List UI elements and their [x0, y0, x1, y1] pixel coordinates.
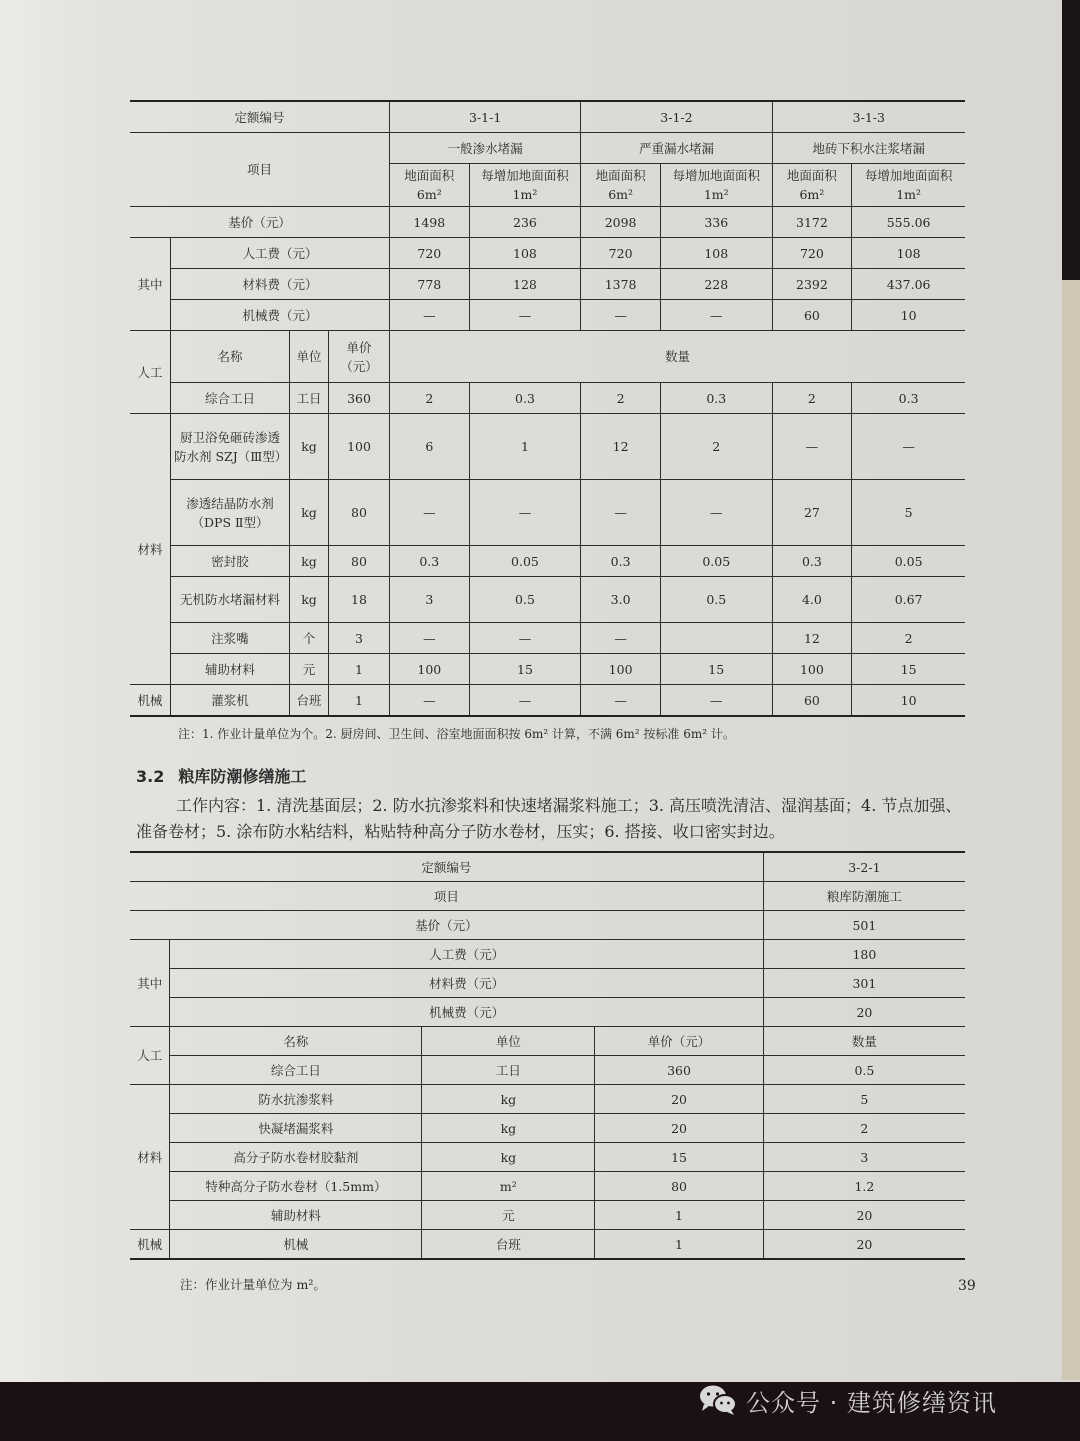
qty-cell: 3: [390, 577, 470, 623]
section-number: 3.2: [136, 767, 165, 786]
value-cell: 236: [469, 207, 581, 238]
item-name: 地砖下积水注浆堵漏: [772, 133, 965, 164]
resource-unit: 元: [290, 654, 329, 685]
resource-name: 特种高分子防水卷材（1.5mm）: [170, 1172, 422, 1201]
table-row: [130, 269, 965, 300]
value-cell: 10: [852, 300, 965, 331]
qty-cell: 3: [763, 1143, 965, 1172]
qty-cell: 0.67: [852, 577, 965, 623]
table2-note: 注：作业计量单位为 m²。: [180, 1277, 326, 1292]
resource-price: 80: [329, 480, 390, 546]
table-row: [130, 414, 965, 480]
col-price: 单价（元）: [595, 1027, 764, 1056]
col-unit: 单位: [422, 1027, 595, 1056]
table-row: [130, 101, 965, 133]
qty-cell: [660, 623, 772, 654]
value-cell: —: [660, 300, 772, 331]
qty-cell: 2: [852, 623, 965, 654]
resource-name: 机械: [170, 1230, 422, 1260]
work-content: 工作内容：1. 清洗基面层；2. 防水抗渗浆料和快速堵漏浆料施工；3. 高压喷洗清洁、湿润基面；4. 节点加强、准备卷材；5. 涂布防水粘结料，粘贴特种高分子防水卷材，压实；6. 搭接、收口密实封边。: [136, 796, 962, 841]
wechat-icon: [698, 1384, 738, 1416]
resource-unit: kg: [290, 480, 329, 546]
watermark-text: 公众号 · 建筑修缮资讯: [746, 1388, 997, 1417]
col-price: 单价（元）: [329, 331, 390, 383]
machine-cost-label: 机械费（元）: [171, 300, 390, 331]
table-row: [130, 383, 965, 414]
table-row: [130, 331, 965, 383]
resource-name: 辅助材料: [170, 1201, 422, 1230]
qty-cell: 2: [660, 414, 772, 480]
table-row: [130, 300, 965, 331]
resource-unit: kg: [290, 414, 329, 480]
resource-unit: m²: [422, 1172, 595, 1201]
qty-cell: 2: [390, 383, 470, 414]
qty-cell: 100: [390, 654, 470, 685]
sub-header: 每增加地面面积 1m²: [469, 164, 581, 207]
resource-name: 辅助材料: [171, 654, 290, 685]
qty-cell: 0.3: [469, 383, 581, 414]
resource-name: 综合工日: [170, 1056, 422, 1085]
value-cell: 555.06: [852, 207, 965, 238]
qty-cell: 0.05: [852, 546, 965, 577]
table-row: [130, 1172, 965, 1201]
qty-cell: 100: [581, 654, 661, 685]
resource-price: 80: [329, 546, 390, 577]
material-cost-label: 材料费（元）: [171, 269, 390, 300]
col-unit: 单位: [290, 331, 329, 383]
qty-cell: 15: [660, 654, 772, 685]
table-row: [130, 1027, 965, 1056]
qty-cell: 1: [469, 414, 581, 480]
resource-unit: kg: [422, 1114, 595, 1143]
value-cell: —: [390, 300, 470, 331]
value-cell: 2392: [772, 269, 852, 300]
resource-name: 渗透结晶防水剂（DPS Ⅱ型）: [171, 480, 290, 546]
value-cell: 437.06: [852, 269, 965, 300]
qty-cell: 100: [772, 654, 852, 685]
group-machine: 机械: [130, 685, 171, 717]
value-cell: 1498: [390, 207, 470, 238]
quota-table-3-1: [130, 100, 965, 717]
qty-cell: —: [469, 480, 581, 546]
qty-cell: 20: [763, 1201, 965, 1230]
resource-name: 厨卫浴免砸砖渗透防水剂 SZJ（Ⅲ型）: [171, 414, 290, 480]
value-cell: 128: [469, 269, 581, 300]
resource-unit: 台班: [290, 685, 329, 717]
table-row: [130, 940, 965, 969]
qty-cell: —: [660, 685, 772, 717]
table-row: [130, 238, 965, 269]
qty-cell: 2: [763, 1114, 965, 1143]
resource-price: 1: [329, 685, 390, 717]
col-name: 名称: [171, 331, 290, 383]
table-row: [130, 1230, 965, 1260]
value-cell: —: [469, 300, 581, 331]
qty-cell: 20: [763, 1230, 965, 1260]
group-labor: 人工: [130, 1027, 170, 1085]
resource-unit: kg: [422, 1143, 595, 1172]
item-label: 项目: [130, 882, 763, 911]
value-cell: 108: [852, 238, 965, 269]
background-edge: [1062, 0, 1080, 280]
item-name: 一般渗水堵漏: [390, 133, 581, 164]
resource-price: 360: [329, 383, 390, 414]
qty-cell: 5: [852, 480, 965, 546]
table-row: [130, 969, 965, 998]
table-row: [130, 685, 965, 717]
resource-name: 灌浆机: [171, 685, 290, 717]
base-price-value: 501: [763, 911, 965, 940]
labor-cost-value: 180: [763, 940, 965, 969]
machine-cost-value: 20: [763, 998, 965, 1027]
resource-price: 100: [329, 414, 390, 480]
resource-unit: 个: [290, 623, 329, 654]
value-cell: 720: [581, 238, 661, 269]
qty-cell: —: [390, 685, 470, 717]
section-heading: [136, 764, 965, 787]
qty-cell: 0.3: [852, 383, 965, 414]
qty-cell: —: [469, 685, 581, 717]
qty-cell: —: [660, 480, 772, 546]
value-cell: 336: [660, 207, 772, 238]
qty-cell: 0.3: [660, 383, 772, 414]
qty-cell: 0.5: [660, 577, 772, 623]
code-value: 3-2-1: [763, 852, 965, 882]
watermark: [698, 1380, 997, 1420]
code-3-1-1: 3-1-1: [390, 101, 581, 133]
group-material: 材料: [130, 414, 171, 685]
resource-price: 1: [329, 654, 390, 685]
value-cell: 2098: [581, 207, 661, 238]
sub-header: 每增加地面面积 1m²: [660, 164, 772, 207]
resource-price: 360: [595, 1056, 764, 1085]
material-cost-value: 301: [763, 969, 965, 998]
resource-name: 防水抗渗浆料: [170, 1085, 422, 1114]
among-label: 其中: [130, 238, 171, 331]
table-row: [130, 1201, 965, 1230]
qty-cell: —: [852, 414, 965, 480]
qty-cell: —: [581, 480, 661, 546]
resource-unit: kg: [290, 546, 329, 577]
qty-cell: 60: [772, 685, 852, 717]
base-price-label: 基价（元）: [130, 911, 763, 940]
qty-cell: —: [581, 623, 661, 654]
qty-cell: 1.2: [763, 1172, 965, 1201]
item-name: 严重漏水堵漏: [581, 133, 772, 164]
resource-name: 高分子防水卷材胶黏剂: [170, 1143, 422, 1172]
book-edge: [1062, 280, 1080, 1380]
col-qty: 数量: [763, 1027, 965, 1056]
qty-cell: —: [581, 685, 661, 717]
qty-cell: 0.5: [763, 1056, 965, 1085]
group-machine: 机械: [130, 1230, 170, 1260]
resource-unit: kg: [422, 1085, 595, 1114]
code-3-1-2: 3-1-2: [581, 101, 772, 133]
machine-cost-label: 机械费（元）: [170, 998, 763, 1027]
table1-note: 注：1. 作业计量单位为个。2. 厨房间、卫生间、浴室地面面积按 6m² 计算，不满 6m² 按标准 6m² 计。: [178, 727, 735, 741]
qty-cell: —: [469, 623, 581, 654]
value-cell: 108: [660, 238, 772, 269]
qty-cell: 0.3: [390, 546, 470, 577]
resource-name: 综合工日: [171, 383, 290, 414]
qty-cell: 5: [763, 1085, 965, 1114]
resource-price: 20: [595, 1114, 764, 1143]
table-row: [130, 654, 965, 685]
qty-cell: 2: [581, 383, 661, 414]
qty-cell: 6: [390, 414, 470, 480]
value-cell: 60: [772, 300, 852, 331]
value-cell: —: [581, 300, 661, 331]
table-row: [130, 882, 965, 911]
resource-price: 18: [329, 577, 390, 623]
table-row: [130, 207, 965, 238]
page-number: 39: [958, 1278, 976, 1294]
qty-cell: —: [390, 480, 470, 546]
qty-cell: —: [390, 623, 470, 654]
table-row: [130, 1056, 965, 1085]
resource-name: 注浆嘴: [171, 623, 290, 654]
value-cell: 720: [390, 238, 470, 269]
qty-cell: 2: [772, 383, 852, 414]
resource-unit: 工日: [422, 1056, 595, 1085]
qty-cell: 0.05: [469, 546, 581, 577]
material-cost-label: 材料费（元）: [170, 969, 763, 998]
quota-table-3-2: [130, 851, 965, 1260]
table-row: [130, 1143, 965, 1172]
sub-header: 地面面积 6m²: [772, 164, 852, 207]
table-row: [130, 852, 965, 882]
resource-unit: 工日: [290, 383, 329, 414]
value-cell: 778: [390, 269, 470, 300]
resource-name: 快凝堵漏浆料: [170, 1114, 422, 1143]
base-price-label: 基价（元）: [130, 207, 390, 238]
value-cell: 108: [469, 238, 581, 269]
code-label: 定额编号: [130, 101, 390, 133]
table-row: [130, 911, 965, 940]
qty-cell: 12: [772, 623, 852, 654]
table-row: [130, 480, 965, 546]
code-label: 定额编号: [130, 852, 763, 882]
value-cell: 1378: [581, 269, 661, 300]
sub-header: 地面面积 6m²: [390, 164, 470, 207]
qty-cell: 15: [469, 654, 581, 685]
qty-cell: 10: [852, 685, 965, 717]
table-row: [130, 1085, 965, 1114]
group-material: 材料: [130, 1085, 170, 1230]
table-row: [130, 577, 965, 623]
resource-price: 80: [595, 1172, 764, 1201]
code-3-1-3: 3-1-3: [772, 101, 965, 133]
resource-price: 15: [595, 1143, 764, 1172]
resource-price: 1: [595, 1201, 764, 1230]
table-row: [130, 623, 965, 654]
qty-cell: 4.0: [772, 577, 852, 623]
qty-cell: 27: [772, 480, 852, 546]
table-row: [130, 1114, 965, 1143]
qty-cell: 12: [581, 414, 661, 480]
qty-cell: 3.0: [581, 577, 661, 623]
table-row: [130, 546, 965, 577]
labor-cost-label: 人工费（元）: [171, 238, 390, 269]
resource-price: 3: [329, 623, 390, 654]
resource-name: 密封胶: [171, 546, 290, 577]
document-page: [130, 100, 965, 1260]
value-cell: 720: [772, 238, 852, 269]
resource-unit: 元: [422, 1201, 595, 1230]
qty-cell: 15: [852, 654, 965, 685]
resource-name: 无机防水堵漏材料: [171, 577, 290, 623]
section-title: 粮库防潮修缮施工: [178, 767, 307, 786]
resource-price: 20: [595, 1085, 764, 1114]
value-cell: 3172: [772, 207, 852, 238]
resource-price: 1: [595, 1230, 764, 1260]
item-label: 项目: [130, 133, 390, 207]
col-name: 名称: [170, 1027, 422, 1056]
labor-cost-label: 人工费（元）: [170, 940, 763, 969]
sub-header: 地面面积 6m²: [581, 164, 661, 207]
qty-cell: 0.3: [581, 546, 661, 577]
qty-cell: —: [772, 414, 852, 480]
group-labor: 人工: [130, 331, 171, 414]
col-qty: 数量: [390, 331, 966, 383]
qty-cell: 0.5: [469, 577, 581, 623]
qty-cell: 0.3: [772, 546, 852, 577]
sub-header: 每增加地面面积 1m²: [852, 164, 965, 207]
table-row: [130, 998, 965, 1027]
resource-unit: kg: [290, 577, 329, 623]
resource-unit: 台班: [422, 1230, 595, 1260]
item-value: 粮库防潮施工: [763, 882, 965, 911]
value-cell: 228: [660, 269, 772, 300]
table-row: [130, 133, 965, 164]
among-label: 其中: [130, 940, 170, 1027]
qty-cell: 0.05: [660, 546, 772, 577]
